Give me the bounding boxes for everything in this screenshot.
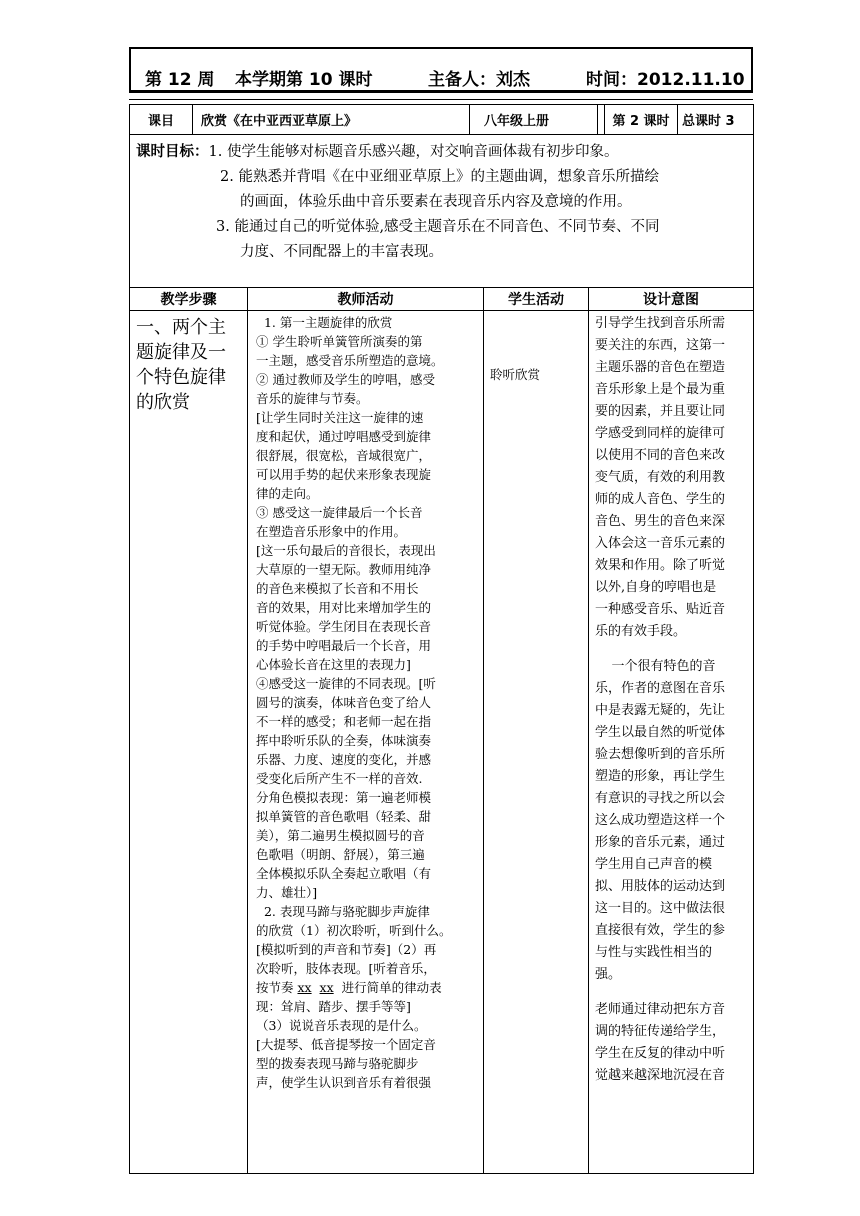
teacher-line: 1. 第一主题旋律的欣赏 <box>256 315 393 330</box>
teacher-line: 在塑造音乐形象中的作用。 <box>256 524 407 539</box>
intent-line: 音乐形象上是个最为重 <box>595 382 726 397</box>
intent-line: 以外,自身的哼唱也是 <box>595 580 717 595</box>
intent-line: 乐，作者的意图在音乐 <box>595 681 726 696</box>
intent-line <box>595 643 749 656</box>
col-intent: 设计意图 <box>589 288 754 311</box>
teacher-line: [大提琴、低音提琴按一个固定音 <box>256 1037 436 1052</box>
intent-line: 调的特征传递给学生， <box>595 1024 726 1039</box>
intent-line <box>595 986 749 999</box>
week-label: 第 12 周 <box>145 70 215 90</box>
intent-line: 学生在反复的律动中听 <box>595 1046 726 1061</box>
intent-line: 与性与实践性相当的 <box>595 945 713 960</box>
intent-line: 入体会这一音乐元素的 <box>595 536 726 551</box>
teacher-line: 声，使学生认识到音乐有着很强 <box>256 1075 432 1090</box>
goal-line: 1. 使学生能够对标题音乐感兴趣，对交响音画体裁有初步印象。 <box>208 144 619 160</box>
intent-line: 这一目的。这中做法很 <box>595 901 726 916</box>
teacher-line: ③ 感受这一旋律最后一个长音 <box>256 505 423 520</box>
goal-line: 力度、不同配器上的丰富表现。 <box>240 244 443 260</box>
divider <box>129 99 753 100</box>
intent-line: 变气质，有效的利用教 <box>595 470 726 485</box>
lesson-number: 本学期第 10 课时 <box>235 70 373 90</box>
date: 时间：2012.11.10 <box>586 70 745 90</box>
intent-line: 验去想像听到的音乐所 <box>595 747 726 762</box>
intent-line: 主题乐器的音色在塑造 <box>595 360 726 375</box>
info-row <box>130 105 754 135</box>
student-activity-cell: 聆听欣赏 <box>484 311 589 1174</box>
teacher-line: 乐器、力度、速度的变化，并感 <box>256 752 432 767</box>
intent-line: 引导学生找到音乐所需 <box>595 316 726 331</box>
teacher-line: [这一乐句最后的音很长，表现出 <box>256 543 436 558</box>
activity-row <box>130 311 754 1174</box>
teacher-line: （3）说说音乐表现的是什么。 <box>256 1018 427 1033</box>
teacher-line: 型的拨奏表现马蹄与骆驼脚步 <box>256 1056 419 1071</box>
intent-line: 学生以最自然的听觉体 <box>595 725 726 740</box>
column-header-row <box>130 288 754 311</box>
teacher-line: 全体模拟乐队全奏起立歌唱（有 <box>256 866 432 881</box>
col-steps: 教学步骤 <box>130 288 248 311</box>
intent-line: 这么成功塑造这样一个 <box>595 813 726 828</box>
teacher-line: 的欣赏（1）初次聆听，听到什么。 <box>256 923 452 938</box>
intent-line: 强。 <box>595 967 622 982</box>
teacher-line: 力、雄壮）] <box>256 885 318 900</box>
intent-line: 一个很有特色的音 <box>595 659 716 674</box>
goal-line: 的画面，体验乐曲中音乐要素在表现音乐内容及意境的作用。 <box>240 194 632 210</box>
teacher-line: 现：耸肩、踏步、摆手等等] <box>256 999 411 1014</box>
teacher-line: ④感受这一旋律的不同表现。[听 <box>256 676 436 691</box>
teacher-line: 听觉体验。学生闭目在表现长音 <box>256 619 432 634</box>
goals-label: 课时目标： <box>136 144 209 160</box>
lesson-plan-table <box>129 104 754 1174</box>
teacher-line: 色歌唱（明朗、舒展），第三遍 <box>256 847 425 862</box>
grade: 八年级上册 <box>470 105 598 134</box>
intent-line: 老师通过律动把东方音 <box>595 1002 726 1017</box>
teacher-line: 2. 表现马蹄与骆驼脚步声旋律 <box>256 904 430 919</box>
goal-line: 3. 能通过自己的听觉体验,感受主题音乐在不同音色、不同节奏、不同 <box>216 219 660 235</box>
col-student: 学生活动 <box>484 288 589 311</box>
teacher-line: 度和起伏，通过哼唱感受到旋律 <box>256 429 432 444</box>
intent-line: 效果和作用。除了听觉 <box>595 558 726 573</box>
intent-line: 学生用自己声音的模 <box>595 857 713 872</box>
intent-line: 以使用不同的音色来改 <box>595 448 726 463</box>
teacher-line: 音乐的旋律与节奏。 <box>256 391 369 406</box>
teacher-line: 美），第二遍男生模拟圆号的音 <box>256 828 425 843</box>
teacher-line: 受变化后所产生不一样的音效. <box>256 771 423 786</box>
intent-line: 拟、用肢体的运动达到 <box>595 879 726 894</box>
intent-line: 要关注的东西，这第一 <box>595 338 726 353</box>
subject-label: 课目 <box>130 105 193 134</box>
teacher-line: 可以用手势的起伏来形象表现旋 <box>256 467 432 482</box>
subject-value: 欣赏《在中亚西亚草原上》 <box>193 105 470 134</box>
intent-line: 学感受到同样的旋律可 <box>595 426 726 441</box>
teacher-line: 大草原的一望无际。教师用纯净 <box>256 562 432 577</box>
teacher-line: [模拟听到的声音和节奏]（2）再 <box>256 942 437 957</box>
teacher-line: 心体验长音在这里的表现力] <box>256 657 411 672</box>
intent-line: 有意识的寻找之所以会 <box>595 791 726 806</box>
goal-line: 2. 能熟悉并背唱《在中亚细亚草原上》的主题曲调，想象音乐所描绘 <box>220 169 659 185</box>
total-periods: 总课时 3 <box>682 114 735 129</box>
teacher-line: 拟单簧管的音色歌唱（轻柔、甜 <box>256 809 432 824</box>
preparer: 主备人：刘杰 <box>428 70 530 90</box>
intent-line: 音色、男生的音色来深 <box>595 514 726 529</box>
teacher-line: 音的效果，用对比来增加学生的 <box>256 600 432 615</box>
intent-line: 直接很有效，学生的参 <box>595 923 726 938</box>
step-cell: 一、两个主题旋律及一个特色旋律的欣赏 <box>130 311 248 1174</box>
intent-line: 形象的音乐元素，通过 <box>595 835 726 850</box>
intent-line: 师的成人音色、学生的 <box>595 492 726 507</box>
design-intent-cell <box>589 311 754 1174</box>
teacher-line: 不一样的感受；和老师一起在指 <box>256 714 432 729</box>
teacher-line: 分角色模拟表现：第一遍老师模 <box>256 790 432 805</box>
col-teacher: 教师活动 <box>248 288 484 311</box>
intent-line: 要的因素，并且要让同 <box>595 404 726 419</box>
intent-line: 一种感受音乐、贴近音 <box>595 602 726 617</box>
teacher-line: 按节奏 xx xx 进行简单的律动表 <box>256 980 442 995</box>
teacher-line: 一主题，感受音乐所塑造的意境。 <box>256 353 444 368</box>
teacher-line: 律的走向。 <box>256 486 319 501</box>
teacher-line: 圆号的演奏，体味音色变了给人 <box>256 695 432 710</box>
intent-line: 乐的有效手段。 <box>595 624 687 639</box>
teacher-line: [让学生同时关注这一旋律的速 <box>256 410 424 425</box>
teacher-line: ② 通过教师及学生的哼唱，感受 <box>256 372 435 387</box>
teacher-line: 次聆听，肢体表现。[听着音乐， <box>256 961 436 976</box>
intent-line: 觉越来越深地沉浸在音 <box>595 1068 726 1083</box>
teacher-line: ① 学生聆听单簧管所演奏的第 <box>256 334 423 349</box>
teacher-line: 的手势中哼唱最后一个长音，用 <box>256 638 432 653</box>
teacher-line: 的音色来模拟了长音和不用长 <box>256 581 419 596</box>
lesson-header <box>129 47 753 93</box>
teacher-line: 很舒展，很宽松，音域很宽广， <box>256 448 432 463</box>
goals-row <box>130 135 754 288</box>
intent-line: 塑造的形象，再让学生 <box>595 769 726 784</box>
intent-line: 中是表露无疑的，先让 <box>595 703 726 718</box>
teacher-activity-cell <box>248 311 484 1174</box>
period: 第 2 课时 <box>605 105 678 134</box>
teacher-line: 挥中聆听乐队的全奏，体味演奏 <box>256 733 432 748</box>
